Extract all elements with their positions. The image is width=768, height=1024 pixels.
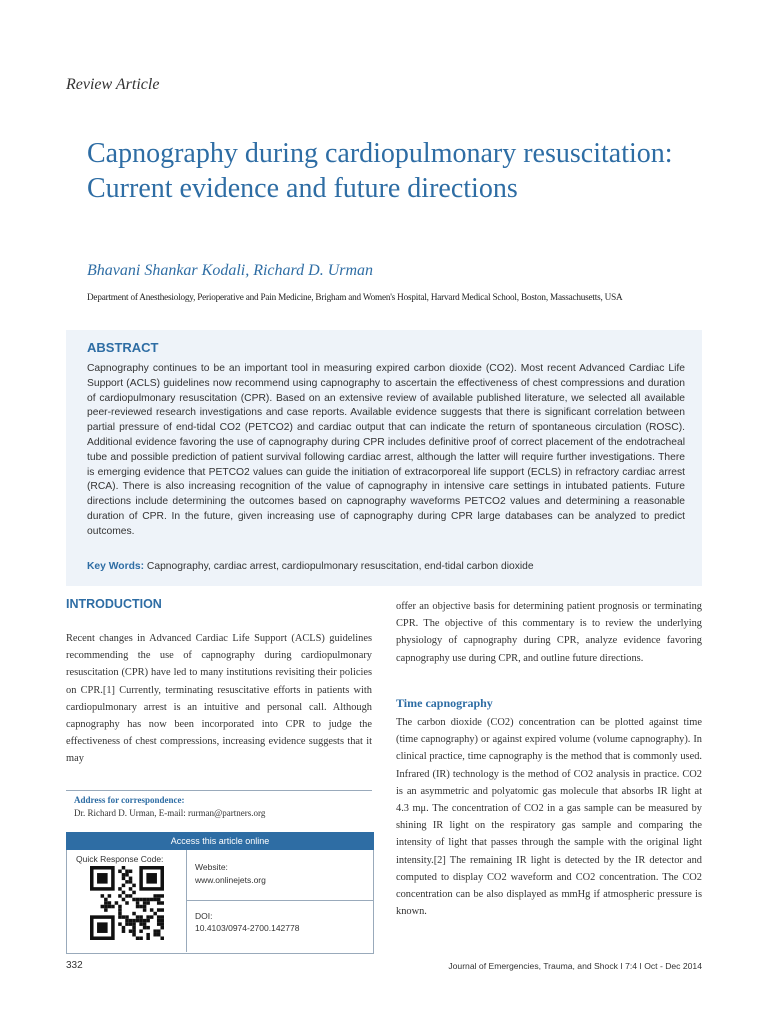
website-label: Website: [195,862,228,872]
affiliation: Department of Anesthesiology, Perioperative and Pain Medicine, Brigham and Women's Hospital, Harvard Medical School, Boston, Massachusetts, USA [87,292,623,302]
article-title: Capnography during cardiopulmonary resuscitation: Current evidence and future directions [87,138,673,204]
abstract-text: Capnography continues to be an important tool in measuring expired carbon dioxide (CO2). Most recent Advanced Cardiac Life Support (ACLS) guidelines now recommend using capnography to ascertain the effectiveness of chest compressions and duration of cardiopulmonary resuscitation (CPR). Based on an extensive review of available published literature, we selected all available peer-reviewed research investigations and case reports. Available evidence suggests that there is significant correlation between partial pressure of end-tidal CO2 (PETCO2) and cardiac output that can indicate the return of spontaneous circulation (ROSC). Additional evidence favoring the use of capnography during CPR includes definitive proof of correct placement of the endotracheal tube and possible prediction of patient survival following cardiac arrest, although the latter will require further investigations. There is emerging evidence that PETCO2 values can guide the initiation of extracorporeal life support (ECLS) in refractory cardiac arrest (RCA). There is also increasing recognition of the value of capnography in intensive care settings in intubated patients. Future directions include determining the outcomes based on capnography waveforms PETCO2 values and determining a reasonable duration of CPR. In the future, given increasing use of capnography during CPR large databases can be analyzed to predict outcomes. [87,363,685,537]
correspondence-text: Dr. Richard D. Urman, E-mail: rurman@partners.org [74,808,266,818]
time-capnography-text: The carbon dioxide (CO2) concentration can be plotted against time (time capnography) or against expired volume (volume capnography). In clinical practice, time capnography is the method that is commonly used. Infrared (IR) technology is the method of CO2 analysis in practice. CO2 is an asymmetric and polyatomic gas molecule that absorbs IR light at 4.3 mμ. The concentration of CO2 in a gas sample can be measured by shining IR light on the respiratory gas sample and comparing the intensity of light that passes through the sample with the original light intensity.[2] The remaining IR light is detected by the IR detector and computed to display CO2 waveform and CO2 concentration. The CO2 concentration can be also displayed as mmHg if atmospheric pressure is known. [396,717,702,918]
access-divider-vertical [186,850,187,952]
introduction-continued: offer an objective basis for determining patient prognosis or terminating CPR. The objective of this commentary is to review the underlying physiology of capnography during CPR, analyze evidence favoring capnography use during CPR, and outline future directions. [396,601,702,664]
keywords-text: Capnography, cardiac arrest, cardiopulmonary resuscitation, end-tidal carbon dioxide [146,561,534,572]
introduction-heading: INTRODUCTION [66,597,162,611]
authors: Bhavani Shankar Kodali, Richard D. Urman [87,262,374,279]
qr-code-icon[interactable] [90,866,164,940]
website-link[interactable]: www.onlinejets.org [195,875,266,885]
qr-label: Quick Response Code: [76,854,164,864]
time-capnography-heading: Time capnography [396,696,493,710]
abstract-heading: ABSTRACT [87,340,159,355]
introduction-text: Recent changes in Advanced Cardiac Life Support (ACLS) guidelines recommending the use of capnography during cardiopulmonary resuscitation (CPR) have led to many institutions revisiting their policies on CPR.[1] Currently, terminating resuscitative efforts in patients with cardiopulmonary arrest is an intuitive and personal call. Although capnography has now been incorporated into CPR to judge the effectiveness of chest compressions, increasing evidence suggests that it may [66,633,372,765]
keywords [87,561,687,572]
page-number: 332 [66,960,83,971]
correspondence-label: Address for correspondence: [74,795,185,805]
doi-link[interactable]: 10.4103/0974-2700.142778 [195,923,300,933]
article-type: Review Article [66,76,160,93]
access-divider-horizontal [186,900,374,901]
keywords-label: Key Words: [87,561,145,572]
journal-citation: Journal of Emergencies, Trauma, and Shock I 7:4 I Oct - Dec 2014 [448,961,702,971]
doi-label: DOI: [195,911,213,921]
access-title: Access this article online [170,836,270,846]
